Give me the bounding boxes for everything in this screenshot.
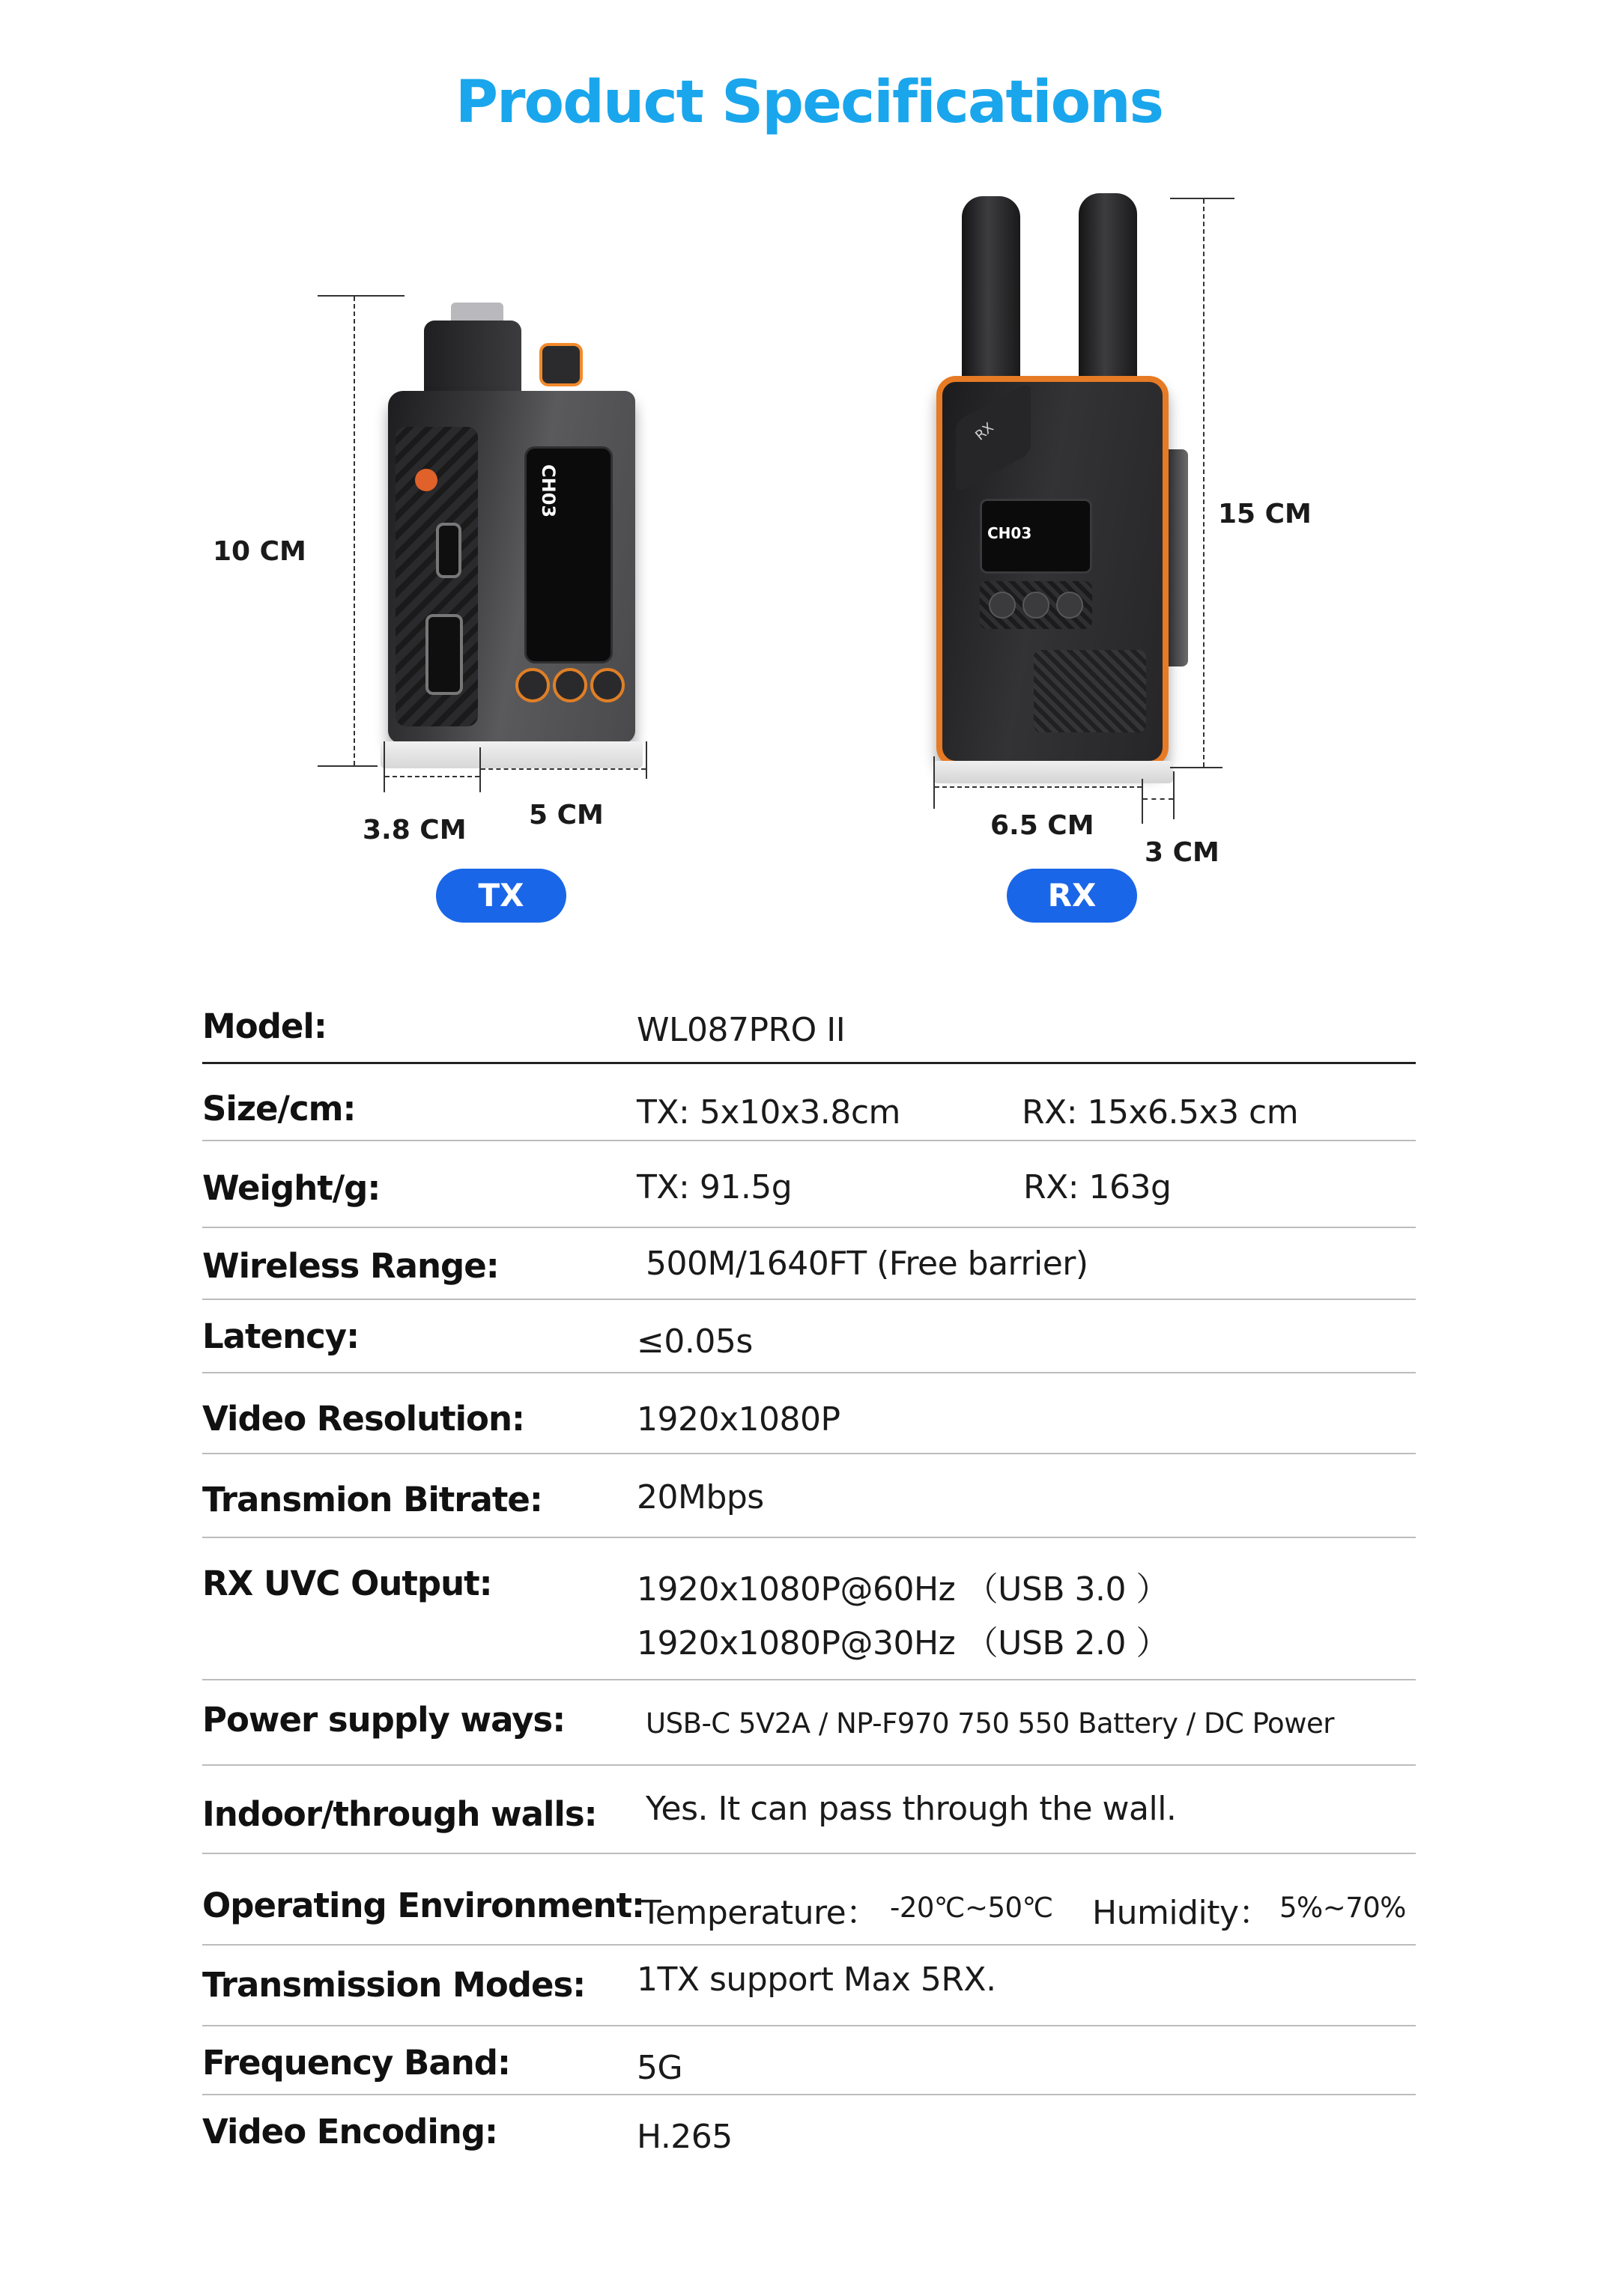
spec-label-uvc: RX UVC Output: [202, 1564, 492, 1603]
tx-base-shadow [381, 741, 643, 768]
spec-divider [202, 2094, 1416, 2095]
spec-value-model: WL087PRO II [637, 1011, 846, 1049]
spec-label-environment: Operating Environment: [202, 1886, 645, 1925]
spec-divider [202, 1453, 1416, 1454]
rx-depth-label: 3 CM [1145, 837, 1219, 868]
spec-label-power: Power supply ways: [202, 1700, 566, 1740]
spec-value-range: 500M/1640FT (Free barrier) [646, 1245, 1088, 1283]
tx-height-label: 10 CM [213, 536, 306, 567]
tx-right-button [590, 668, 625, 702]
spec-value-temperature-label: Temperature： [641, 1894, 879, 1932]
page-title: Product Specifications [455, 69, 1163, 136]
rx-carbon-plate [1034, 650, 1146, 732]
rx-key-right [1056, 592, 1083, 619]
rx-height-line [1203, 199, 1205, 767]
tx-left-button [515, 668, 550, 702]
tx-depth-left-cap [384, 741, 385, 792]
rx-screen-channel: CH03 [987, 524, 1032, 542]
rx-width-left-cap [933, 756, 935, 809]
rx-height-bottom-cap [1170, 767, 1222, 768]
spec-divider [202, 1062, 1416, 1064]
spec-value-walls: Yes. It can pass through the wall. [646, 1790, 1177, 1828]
spec-divider [202, 1140, 1416, 1141]
spec-divider [202, 1372, 1416, 1373]
rx-depth-right-cap [1173, 771, 1175, 819]
spec-value-resolution: 1920x1080P [637, 1400, 840, 1439]
spec-value-power: USB-C 5V2A / NP-F970 750 550 Battery / DC Power [646, 1707, 1334, 1740]
tx-height-top-cap [318, 295, 404, 297]
spec-value-uvc-usb2: 1920x1080P@30Hz （USB 2.0 ） [637, 1624, 1169, 1662]
spec-value-uvc-usb3: 1920x1080P@60Hz （USB 3.0 ） [637, 1570, 1169, 1609]
spec-value-temperature: -20℃~50℃ [890, 1892, 1053, 1924]
spec-value-size-rx: RX: 15x6.5x3 cm [1022, 1093, 1299, 1132]
spec-divider [202, 1679, 1416, 1680]
tx-depth-label: 3.8 CM [363, 815, 467, 845]
spec-label-walls: Indoor/through walls: [202, 1794, 597, 1834]
rx-key-center [1022, 592, 1049, 619]
spec-value-humidity-label: Humidity： [1092, 1894, 1272, 1932]
rx-width-right-cap [1142, 779, 1143, 824]
spec-label-size: Size/cm: [202, 1089, 356, 1129]
spec-value-size-tx: TX: 5x10x3.8cm [637, 1093, 900, 1132]
spec-divider [202, 1764, 1416, 1766]
tx-width-right-cap [646, 741, 647, 779]
tx-depth-line [385, 776, 479, 777]
tx-hdmi-port [425, 614, 463, 695]
spec-divider [202, 1853, 1416, 1854]
spec-value-humidity: 5%~70% [1279, 1892, 1406, 1924]
rx-width-label: 6.5 CM [990, 810, 1094, 841]
tx-screen-channel: CH03 [538, 464, 559, 518]
tx-status-led [415, 469, 437, 491]
spec-divider [202, 1944, 1416, 1946]
spec-label-encoding: Video Encoding: [202, 2112, 498, 2151]
spec-label-weight: Weight/g: [202, 1168, 381, 1208]
spec-value-bitrate: 20Mbps [637, 1478, 764, 1516]
spec-divider [202, 1537, 1416, 1538]
tx-power-knob [539, 343, 583, 386]
spec-divider [202, 1227, 1416, 1228]
rx-body-tag: RX [972, 419, 997, 444]
spec-label-bitrate: Transmion Bitrate: [202, 1480, 542, 1519]
spec-value-band: 5G [637, 2049, 683, 2087]
spec-label-latency: Latency: [202, 1316, 360, 1356]
rx-depth-line [1143, 798, 1173, 800]
rx-width-line [935, 786, 1142, 788]
rx-height-top-cap [1170, 198, 1234, 199]
spec-value-encoding: H.265 [637, 2118, 733, 2156]
rx-base-shadow [933, 761, 1173, 783]
spec-label-resolution: Video Resolution: [202, 1399, 524, 1439]
tx-badge: TX [436, 869, 566, 923]
spec-divider [202, 1299, 1416, 1300]
spec-label-model: Model: [202, 1006, 327, 1046]
spec-label-range: Wireless Range: [202, 1246, 499, 1286]
tx-top-block [424, 321, 521, 401]
spec-value-weight-tx: TX: 91.5g [637, 1168, 793, 1206]
spec-value-modes: 1TX support Max 5RX. [637, 1961, 996, 1999]
spec-value-weight-rx: RX: 163g [1023, 1168, 1172, 1206]
rx-height-label: 15 CM [1218, 499, 1312, 529]
spec-label-modes: Transmission Modes: [202, 1965, 586, 2005]
rx-key-left [989, 592, 1016, 619]
tx-height-bottom-cap [318, 765, 378, 767]
tx-width-line [481, 768, 646, 770]
spec-label-band: Frequency Band: [202, 2043, 510, 2083]
tx-depth-mid-cap [479, 747, 481, 792]
spec-value-latency: ≤0.05s [637, 1322, 753, 1361]
rx-badge: RX [1007, 869, 1137, 923]
spec-divider [202, 2025, 1416, 2026]
tx-width-label: 5 CM [529, 800, 604, 830]
tx-usbc-port [436, 523, 461, 578]
tx-height-line [354, 297, 355, 765]
tx-ok-button [553, 668, 587, 702]
